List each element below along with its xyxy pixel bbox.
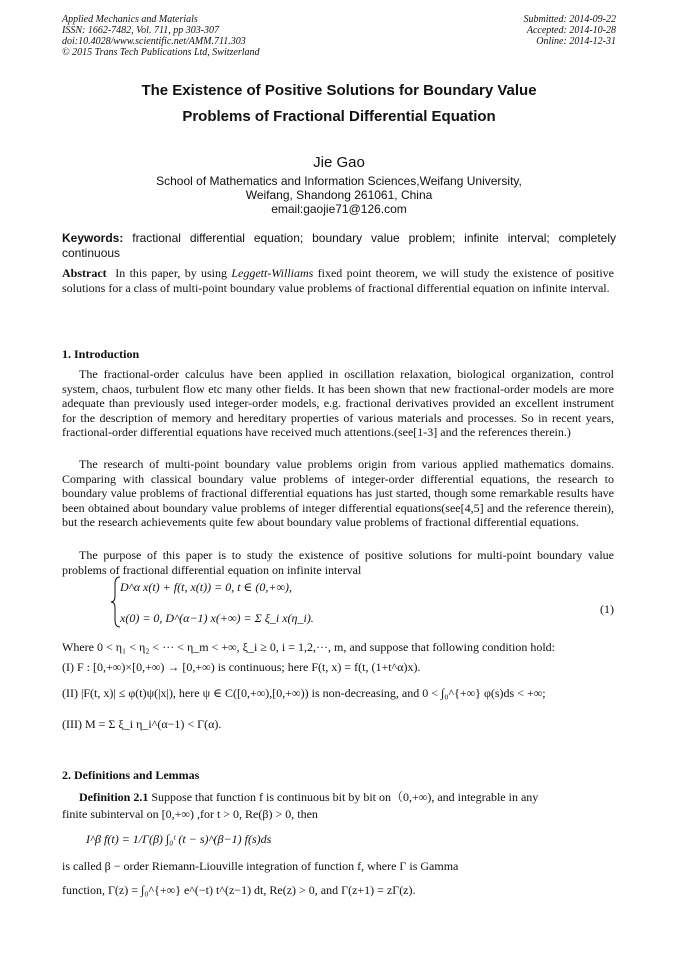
affiliation-line1: School of Mathematics and Information Sciences,Weifang University, — [156, 174, 522, 188]
journal-name: Applied Mechanics and Materials — [62, 14, 198, 25]
issn-line: ISSN: 1662-7482, Vol. 711, pp 303-307 — [62, 25, 220, 36]
abstract-pre: In this paper, by using — [115, 266, 228, 280]
doi-line: doi:10.4028/www.scientific.net/AMM.711.303 — [62, 36, 246, 47]
author-name: Jie Gao — [313, 154, 365, 171]
where-line: Where 0 < η₁ < η₂ < ··· < η_m < +∞, ξ_i ≥ 0, i = 1,2,···, m, and suppose that following condition hold: — [62, 640, 555, 654]
called-line: is called β − order Riemann-Liouville integration of function f, where Γ is Gamma — [62, 859, 459, 873]
definition-label: Definition 2.1 — [79, 790, 149, 804]
abstract-post: fixed point theorem, we will study the existence of positive solutions for a class of multi-point boundary value problems of fractional differential equation on infinite interval. — [62, 266, 615, 295]
intro-paragraph-3: The purpose of this paper is to study the existence of positive solutions for multi-point boundary value problems of fractional differential equation on infinite interval — [62, 548, 614, 577]
copyright-line: © 2015 Trans Tech Publications Ltd, Switzerland — [62, 47, 260, 58]
equation-number: (1) — [600, 602, 614, 616]
keywords — [62, 231, 616, 261]
integral-equation: I^β f(t) = 1/Γ(β) ∫₀ᵗ (t − s)^(β−1) f(s)ds — [86, 832, 272, 846]
condition-2: (II) |F(t, x)| ≤ φ(t)ψ(|x|), here ψ ∈ C([0,+∞),[0,+∞)) is non-decreasing, and 0 < ∫₀^{+∞} φ(s)ds < +∞; — [62, 686, 546, 700]
paper-title-line2: Problems of Fractional Differential Equation — [182, 108, 496, 125]
keywords-text: fractional differential equation; boundary value problem; infinite interval; completely continuous — [62, 231, 616, 260]
definition-text1: Suppose that function f is continuous bit by bit on（0,+∞), and integrable in any — [151, 790, 539, 804]
intro-paragraph-2: The research of multi-point boundary value problems origin from various applied mathematics domains. Comparing with classical boundary value problems of integer-order differential equations, the research to boundary value problems of fractional differential equations has just started, though some remarkable results have been obtained about boundary value problems of integer differential equations(see[4,5] and the reference therein), but the research achievements quite few about boundary value problems of fractional differential equations. — [62, 457, 614, 530]
affiliation-line2: Weifang, Shandong 261061, China — [245, 188, 433, 202]
gamma-function-line: function, Γ(z) = ∫₀^{+∞} e^(−t) t^(z−1) dt, Re(z) > 0, and Γ(z+1) = zΓ(z). — [62, 883, 416, 897]
abstract-label: Abstract — [62, 266, 107, 280]
section2-heading: 2. Definitions and Lemmas — [62, 768, 200, 782]
journal-info — [62, 14, 260, 58]
definition-line1 — [62, 790, 614, 805]
condition-3: (III) M = Σ ξ_i η_i^(α−1) < Γ(α). — [62, 717, 222, 731]
equation-line2: x(0) = 0, D^(α−1) x(+∞) = Σ ξ_i x(η_i). — [120, 611, 314, 625]
abstract — [62, 266, 614, 295]
abstract-theorem: Leggett-Williams — [231, 266, 314, 280]
section1-heading: 1. Introduction — [62, 347, 140, 361]
author-email: email:gaojie71@126.com — [271, 202, 407, 216]
condition-1: (I) F : [0,+∞)×[0,+∞) → [0,+∞) is continuous; here F(t, x) = f(t, (1+t^α)x). — [62, 660, 421, 674]
accepted-date: Accepted: 2014-10-28 — [526, 25, 616, 36]
submitted-date: Submitted: 2014-09-22 — [523, 14, 616, 25]
intro-paragraph-1: The fractional-order calculus have been applied in oscillation relaxation, biological organization, control system, chaos, turbulent flow etc many other fields. It has been shown that new fractional-order models are more adequate than previously used integer-order models, e.g. fractional derivatives provided an excellent instrument for the description of memory and hereditary properties of various materials and processes. So in recent years, fractional-order differential equations have received much attentions.(see[1-3] and the references therein.) — [62, 367, 614, 440]
dates-info — [524, 14, 617, 47]
equation-line1: D^α x(t) + f(t, x(t)) = 0, t ∈ (0,+∞), — [120, 580, 293, 594]
keywords-label: Keywords: — [62, 231, 124, 245]
online-date: Online: 2014-12-31 — [536, 36, 616, 47]
paper-title-line1: The Existence of Positive Solutions for Boundary Value — [141, 82, 537, 99]
definition-line2: finite subinterval on [0,+∞) ,for t > 0, Re(β) > 0, then — [62, 807, 318, 821]
